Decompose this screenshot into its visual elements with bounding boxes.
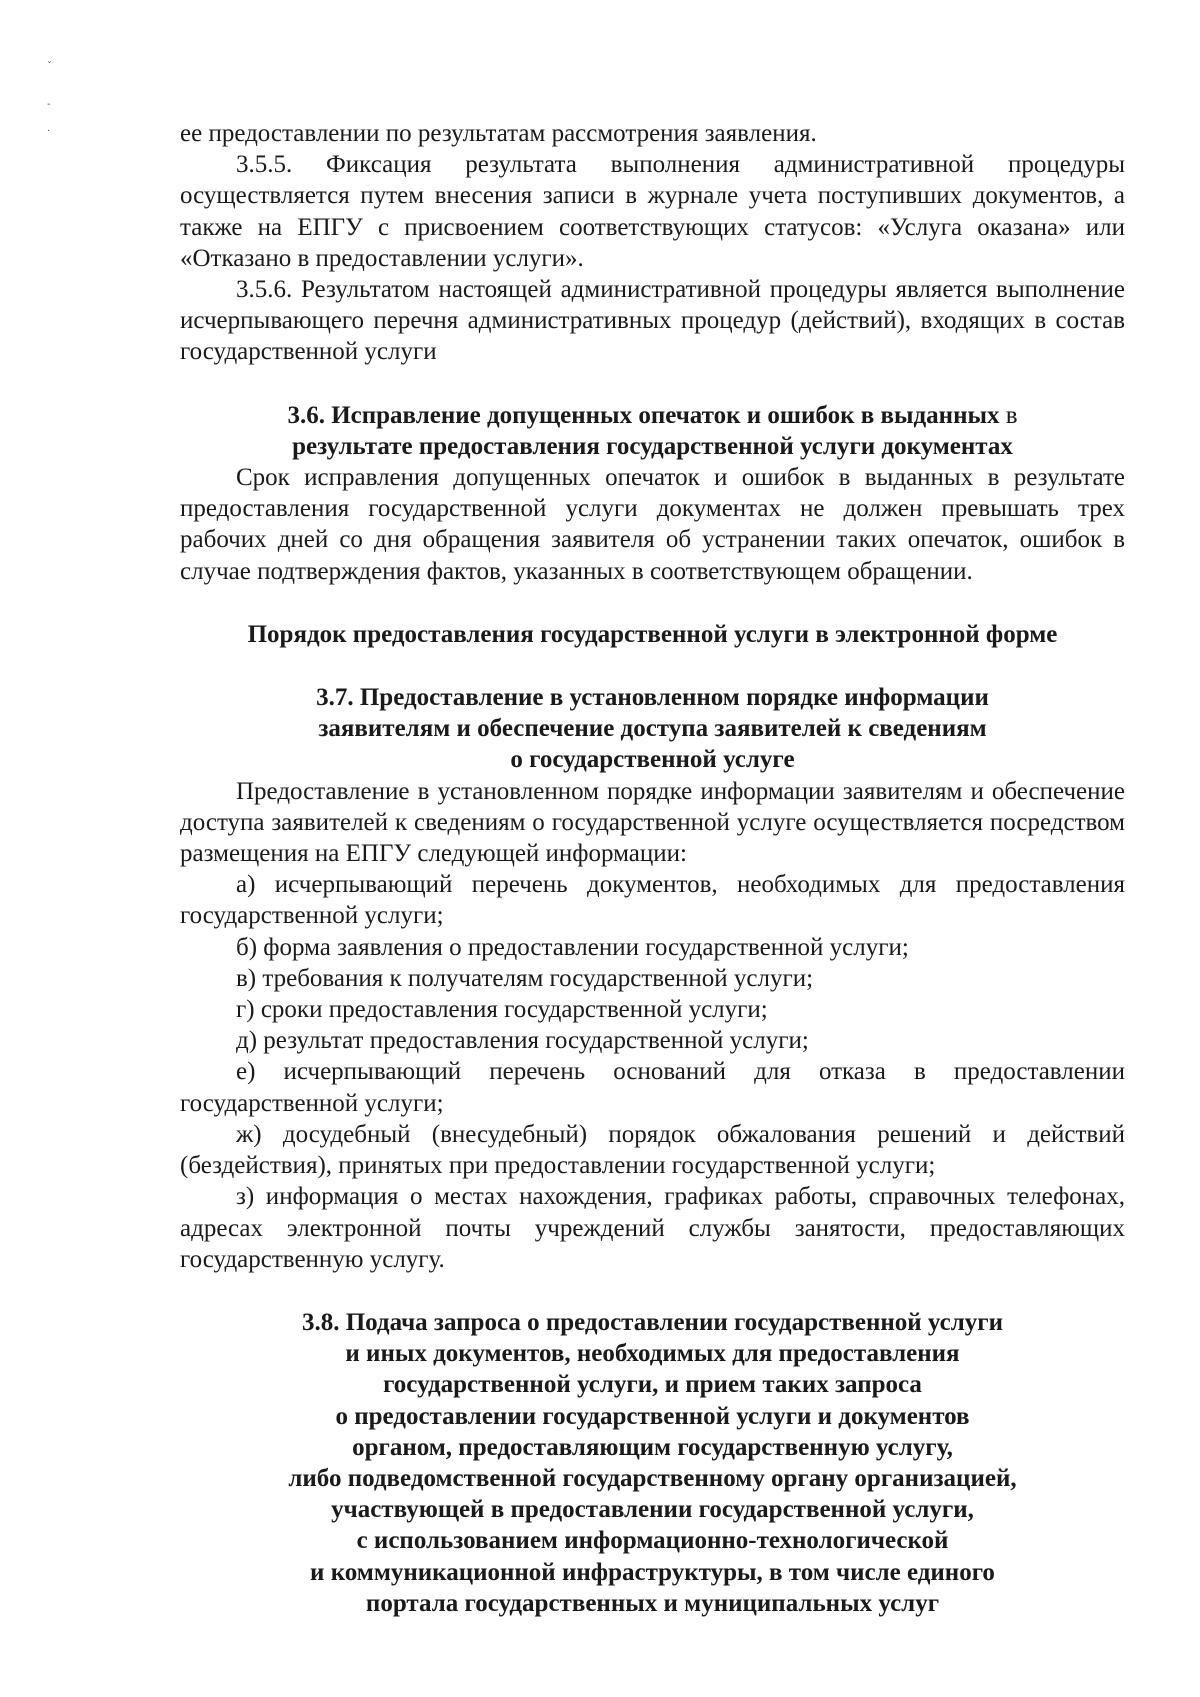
list-item-zh: ж) досудебный (внесудебный) порядок обжалования решений и действий (бездействия), принятых при предоставлении государственной услуги;: [180, 1120, 1125, 1180]
heading-3-8-line: либо подведомственной государственному органу организацией,: [288, 1464, 1017, 1492]
heading-3-8-line: участвующей в предоставлении государственной услуги,: [331, 1496, 974, 1524]
paragraph-intro: ее предоставлении по результатам рассмотрения заявления.: [180, 120, 817, 147]
heading-3-6-line1: 3.6. Исправление допущенных опечаток и ошибок в выданных: [287, 401, 1000, 429]
heading-3-8-line: и коммуникационной инфраструктуры, в том числе единого: [310, 1558, 995, 1586]
list-item-b: б) форма заявления о предоставлении государственной услуги;: [236, 933, 909, 961]
spacer: [180, 1275, 1125, 1307]
heading-3-8-line: 3.8. Подача запроса о предоставлении государственной услуги: [301, 1308, 1004, 1336]
paragraph-3-7: Предоставление в установленном порядке информации заявителям и обеспечение доступа заявителей к сведениям о государственной услуге осуществляется посредством размещения на ЕПГУ следующей информации:: [180, 777, 1125, 868]
heading-3-8-line: с использованием информационно-технологической: [356, 1527, 949, 1555]
heading-3-8-line: государственной услуги, и прием таких запроса: [383, 1371, 922, 1399]
list-item-d: д) результат предоставления государственной услуги;: [236, 1027, 809, 1055]
heading-3-7-line3: о государственной услуге: [510, 746, 795, 774]
section-3-7-heading: [180, 682, 1125, 776]
heading-3-6-line1-tail: в: [1005, 401, 1018, 429]
scan-mark-2: -: [47, 99, 51, 110]
paragraph-3-5-5: 3.5.5. Фиксация результата выполнения административной процедуры осуществляется путем внесения записи в журнале учета поступивших документов, а также на ЕПГУ с присвоением соответствующих статусов: «Услуга оказана» или «Отказано в предоставлении услуги».: [180, 151, 1125, 272]
paragraph-3-6: Срок исправления допущенных опечаток и ошибок в выданных в результате предоставления государственной услуги документах не должен превышать трех рабочих дней со дня обращения заявителя об устранении таких опечаток, ошибок в случае подтверждения фактов, указанных в соответствующем обращении.: [180, 464, 1125, 585]
document-page: [180, 118, 1125, 1619]
list-item-g: г) сроки предоставления государственной услуги;: [236, 996, 768, 1024]
section-3-6-heading: [180, 400, 1125, 462]
scan-mark-1: ˇ: [47, 61, 52, 72]
heading-3-8-line: портала государственных и муниципальных услуг: [365, 1589, 940, 1617]
section-order-heading: Порядок предоставления государственной услуги в электронной форме: [247, 620, 1058, 648]
section-3-8-heading: [180, 1307, 1125, 1619]
heading-3-8-line: о предоставлении государственной услуги и документов: [335, 1402, 970, 1430]
heading-3-8-line: органом, предоставляющим государственную услугу,: [352, 1433, 953, 1461]
scan-mark-3: ·: [47, 126, 51, 137]
spacer: [180, 650, 1125, 682]
heading-line: [180, 400, 1125, 431]
paragraph-3-5-6: 3.5.6. Результатом настоящей административной процедуры является выполнение исчерпывающего перечня административных процедур (действий), входящих в состав государственной услуги: [180, 276, 1125, 366]
spacer: [180, 368, 1125, 400]
list-item-v: в) требования к получателям государственной услуги;: [236, 964, 814, 992]
list-item-e: е) исчерпывающий перечень оснований для отказа в предоставлении государственной услуги;: [180, 1058, 1125, 1117]
heading-3-8-line: и иных документов, необходимых для предоставления: [345, 1340, 960, 1368]
list-item-z: з) информация о местах нахождения, графиках работы, справочных телефонах, адресах электронной почты учреждений службы занятости, предоставляющих государственную услугу.: [180, 1183, 1125, 1273]
heading-3-6-line2: результате предоставления государственной услуги документах: [292, 432, 1013, 460]
heading-3-7-line1: 3.7. Предоставление в установленном порядке информации: [316, 684, 989, 712]
spacer: [180, 587, 1125, 619]
list-item-a: а) исчерпывающий перечень документов, необходимых для предоставления государственной услуги;: [180, 871, 1125, 930]
heading-3-7-line2: заявителям и обеспечение доступа заявителей к сведениям: [318, 715, 987, 743]
